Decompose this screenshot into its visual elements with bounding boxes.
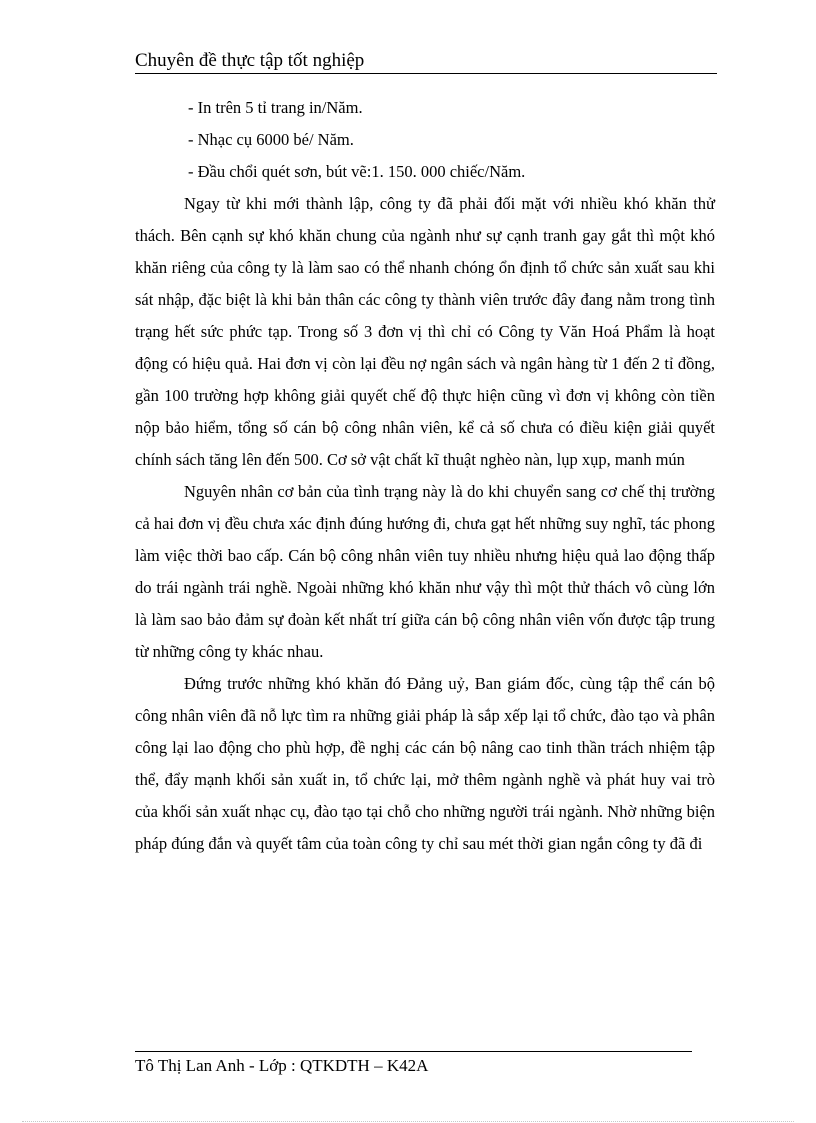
paragraph: Nguyên nhân cơ bản của tình trạng này là do khi chuyển sang cơ chế thị trường cả hai đơn vị đều chưa xác định đúng hướng đi, chưa gạt hết những suy nghĩ, tác phong làm việc thời bao cấp. Cán bộ công nhân viên tuy nhiều nhưng hiệu quả lao động thấp do trái ngành trái nghề. Ngoài những khó khăn như vậy thì một thử thách vô cùng lớn là làm sao bảo đảm sự đoàn kết nhất trí giữa cán bộ công nhân viên vốn được tập trung từ những công ty khác nhau.: [135, 482, 715, 661]
header-title: Chuyên đề thực tập tốt nghiệp: [135, 50, 365, 71]
document-body: [135, 92, 715, 860]
bullet-item: - Đầu chổi quét sơn, bút vẽ:1. 150. 000 chiếc/Năm.: [188, 162, 526, 181]
header-divider: [135, 73, 717, 74]
paragraph: Ngay từ khi mới thành lập, công ty đã phải đối mặt với nhiều khó khăn thử thách. Bên cạnh sự khó khăn chung của ngành như sự cạnh tranh gay gắt thì một khó khăn riêng của công ty là làm sao có thể nhanh chóng ổn định tổ chức sản xuất sau khi sát nhập, đặc biệt là khi bản thân các công ty thành viên trước đây đang nằm trong tình trạng hết sức phức tạp. Trong số 3 đơn vị thì chỉ có Công ty Văn Hoá Phẩm là hoạt động có hiệu quả. Hai đơn vị còn lại đều nợ ngân sách và ngân hàng từ 1 đến 2 tỉ đồng, gần 100 trường hợp không giải quyết chế độ thực hiện cũng vì đơn vị không còn tiền nộp bảo hiểm, tổng số cán bộ công nhân viên, kể cả số chưa có điều kiện giải quyết chính sách tăng lên đến 500. Cơ sở vật chất kĩ thuật nghèo nàn, lụp xụp, manh mún: [135, 194, 715, 469]
bullet-item: - In trên 5 tỉ trang in/Năm.: [188, 98, 363, 117]
bullet-item: - Nhạc cụ 6000 bé/ Năm.: [188, 130, 354, 149]
page-edge-divider: [22, 1121, 794, 1122]
paragraph: Đứng trước những khó khăn đó Đảng uỷ, Ban giám đốc, cùng tập thể cán bộ công nhân viên đã nỗ lực tìm ra những giải pháp là sắp xếp lại tổ chức, đào tạo và phân công lại lao động cho phù hợp, đề nghị các cán bộ nâng cao tinh thần trách nhiệm tập thể, đẩy mạnh khối sản xuất in, tổ chức lại, mở thêm ngành nghề và phát huy vai trò của khối sản xuất nhạc cụ, đào tạo tại chỗ cho những người trái ngành. Nhờ những biện pháp đúng đắn và quyết tâm của toàn công ty chỉ sau mét thời gian ngắn công ty đã đi: [135, 674, 715, 853]
footer-divider: [135, 1051, 692, 1052]
footer-author: Tô Thị Lan Anh - Lớp : QTKDTH – K42A: [135, 1056, 429, 1075]
